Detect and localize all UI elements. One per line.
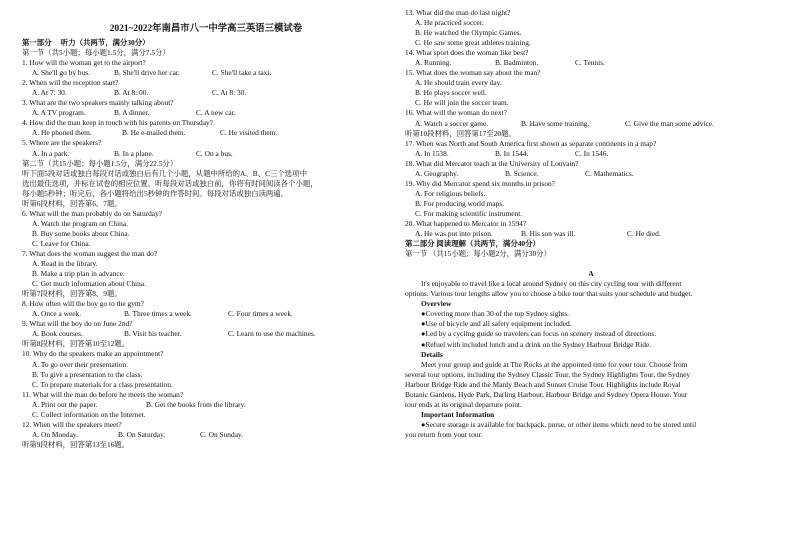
question-17-options	[405, 149, 777, 159]
option-a: A. He practiced soccer.	[415, 18, 484, 28]
question-9: 9. What will the boy do on June 2nd?	[22, 319, 133, 329]
option-b: B. Three times a week.	[124, 309, 192, 319]
option-c: C. He will join the soccer team.	[415, 98, 509, 108]
option-b: B. At 8: 00.	[114, 88, 149, 98]
question-20: 20. What happened to Mercator in 1594?	[405, 218, 527, 228]
part1-heading: 第一部分 听力（共两节，满分30分）	[22, 38, 150, 47]
option-a: A. Watch a soccer game.	[415, 118, 489, 128]
option-c: C. She'll take a taxi.	[212, 68, 272, 78]
question-4-options	[22, 128, 390, 138]
option-b: B. He plays soccer well.	[415, 88, 487, 98]
material-6-heading: 听第6段材料，回答第6、7题。	[22, 198, 122, 208]
question-19: 19. Why did Mercator spend six months in prison?	[405, 178, 555, 188]
option-b: B. A dinner.	[114, 108, 150, 118]
section21-heading: 第一节 （共15小题；每小题2分，满分30分）	[405, 249, 551, 259]
question-17: 17. When was North and South America first shown as separate continents in a map?	[405, 138, 657, 148]
option-a: A. In 1538.	[415, 148, 449, 158]
overview-bullet: ●Refuel with included lunch and a drink on the Sydney Harbour Bridge Ride.	[421, 339, 652, 349]
option-b: B. Badminton.	[495, 58, 539, 68]
option-a: A. Book courses.	[32, 329, 83, 339]
section1-heading: 第一节（共5小题；每小题1.5分，满分7.5分）	[22, 48, 170, 58]
question-2: 2. When will the reception start?	[22, 78, 119, 88]
question-11: 11. What will the man do before he meets the woman?	[22, 389, 184, 399]
exam-title: 2021~2022年南昌市八一中学高三英语三模试卷	[109, 24, 303, 34]
option-a: A. He was put into prison.	[415, 229, 493, 239]
section2-heading: 第二节（共15小题；每小题1.5分，满分22.5分）	[22, 158, 178, 168]
option-c: C. He visited them.	[220, 128, 278, 138]
option-a: A. Print out the paper.	[32, 399, 98, 409]
details-line-5: tour ends at its original departure point.	[405, 399, 522, 409]
question-12-options	[22, 430, 390, 440]
details-line-4: Botanic Gardens, Hyde Park, Darling Harbour, Harbour Bridge and Sydney Opera House. Your	[405, 389, 688, 399]
question-13: 13. What did the man do last night?	[405, 8, 511, 17]
question-1-options	[22, 68, 390, 78]
question-6: 6. What will the man probably do on Saturday?	[22, 208, 163, 218]
option-b: B. His son was ill.	[521, 229, 576, 239]
option-c: C. In 1546.	[575, 148, 609, 158]
option-b: B. He e-mailed them.	[122, 128, 186, 138]
option-b: B. Visit his teacher.	[124, 329, 182, 339]
option-c: C. Give the man some advice.	[625, 118, 714, 128]
option-c: C. To prepare materials for a class presentation.	[32, 379, 173, 389]
important-info-heading: Important Information	[421, 409, 495, 419]
passage-a-heading: A	[588, 269, 594, 279]
question-10: 10. Why do the speakers make an appointment?	[22, 349, 164, 359]
option-a: A. He phoned them.	[32, 128, 92, 138]
question-8-options	[22, 309, 390, 319]
option-b: B. On Saturday.	[118, 429, 166, 439]
option-c: C. Learn to use the machines.	[228, 329, 316, 339]
option-c: C. On a bus.	[196, 148, 233, 158]
option-a: A. On Monday.	[32, 429, 78, 439]
details-heading: Details	[421, 349, 443, 359]
option-a: A. Geography.	[415, 168, 459, 178]
question-20-options	[405, 229, 777, 239]
question-3-options	[22, 108, 390, 118]
instructions-line-1: 听下面5段对话或独白每段对话或独白后有几个小题，从题中所给的A、B、C三个选项中	[22, 168, 307, 178]
overview-bullet: ●Covering more than 30 of the top Sydney sights.	[421, 309, 569, 319]
material-8-heading: 听第8段材料，回答第10至12题。	[22, 339, 130, 349]
question-16-options	[405, 119, 777, 129]
overview-heading: Overview	[421, 299, 452, 309]
option-b: B. Science.	[505, 168, 539, 178]
option-b: B. Make a trip plan in advance.	[32, 269, 125, 279]
details-line-3: Harbour Bridge Ride and the Manly Beach and Sunset Cruise Tour. Highlights include Royal	[405, 379, 681, 389]
overview-bullet: ●Led by a cycling guide so travelers can focus on scenery instead of directions.	[421, 329, 657, 339]
question-9-options	[22, 329, 390, 339]
passage-a-intro-line-2: options. Various tour lengths allow you to choose a bike tour that suits your schedule and budget.	[405, 289, 693, 299]
question-18-options	[405, 169, 777, 179]
details-line-2: several tour options, including the Sydney Classic Tour, the Sydney Highlights Tour, the Sydney	[405, 369, 691, 379]
option-b: B. Get the books from the library.	[146, 399, 246, 409]
question-5: 5. Where are the speakers?	[22, 138, 102, 148]
option-a: A. She'll go by bus.	[32, 68, 90, 78]
option-a: A. At 7: 30.	[32, 88, 67, 98]
option-b: B. For producing world maps.	[415, 198, 505, 208]
question-2-options	[22, 88, 390, 98]
question-14-options	[405, 58, 777, 68]
option-a: A. Watch the program on China.	[32, 218, 128, 228]
material-7-heading: 听第7段材料，回答第8、9题。	[22, 289, 122, 299]
option-c: C. For making scientific instrument.	[415, 208, 523, 218]
option-a: A. To go over their presentation.	[32, 359, 129, 369]
option-c: C. Four times a week.	[228, 309, 293, 319]
option-a: A. He should train every day.	[415, 78, 502, 88]
material-10-heading: 听第10段材料，回答第17至20题。	[405, 128, 516, 138]
option-c: C. Mathematics.	[585, 168, 634, 178]
question-16: 16. What will the woman do next?	[405, 108, 507, 118]
question-8: 8. How often will the boy go to the gym?	[22, 299, 144, 309]
material-9-heading: 听第9段材料，回答第13至16题。	[22, 439, 130, 449]
option-a: A. Once a week.	[32, 309, 82, 319]
option-c: C. Get much information about China.	[32, 279, 146, 289]
option-a: A. Read in the library.	[32, 259, 98, 269]
option-b: B. In a plane.	[114, 148, 154, 158]
question-4: 4. How did the man keep in touch with his parents on Thursday?	[22, 118, 213, 128]
option-c: C. Leave for China.	[32, 238, 91, 248]
question-5-options	[22, 149, 390, 159]
question-18: 18. What did Mercator teach at the University of Louvain?	[405, 158, 579, 168]
option-b: B. In 1544.	[495, 148, 529, 158]
option-c: C. A new car.	[196, 108, 236, 118]
option-a: A. Running.	[415, 58, 452, 68]
question-11-options	[22, 400, 390, 410]
important-info-line-2: you return from your tour.	[405, 429, 483, 439]
option-c: C. On Sunday.	[200, 429, 244, 439]
option-c: C. Collect information on the Internet.	[32, 409, 146, 419]
question-12: 12. When will the speakers meet?	[22, 419, 122, 429]
important-info-line-1: ●Secure storage is available for backpack, purse, or other items which need to be stored until	[421, 419, 697, 429]
option-b: B. Have some training.	[521, 118, 590, 128]
option-a: A. In a park.	[32, 148, 70, 158]
option-c: C. Tennis.	[575, 58, 605, 68]
option-b: B. She'll drive her car.	[114, 68, 180, 78]
option-b: B. To give a presentation to the class.	[32, 369, 143, 379]
option-c: C. He died.	[627, 229, 661, 239]
question-14: 14. What sport does the woman like best?	[405, 48, 529, 58]
overview-bullet: ●Use of bicycle and all safety equipment included.	[421, 319, 572, 329]
question-1: 1. How will the woman get to the airport?	[22, 58, 146, 68]
option-c: C. At 8: 30.	[212, 88, 247, 98]
details-line-1: Meet your group and guide at The Rocks at the appointed time for your tour. Choose from	[421, 359, 688, 369]
option-b: B. Buy some books about China.	[32, 228, 130, 238]
option-a: A. For religious beliefs.	[415, 188, 486, 198]
left-column	[22, 8, 390, 450]
option-c: C. He saw some great athletes training.	[415, 38, 531, 48]
passage-a-intro-line-1: It's enjoyable to travel like a local around Sydney on this city cycling tour with different	[421, 279, 682, 289]
question-7: 7. What does the woman suggest the man do?	[22, 248, 158, 258]
instructions-line-2: 选出最佳选项，并标在试卷的相应位置。听每段对话或独白前，你将有时间阅读各个小题，	[22, 178, 318, 188]
question-15: 15. What does the woman say about the man?	[405, 68, 541, 78]
option-a: A. A TV program.	[32, 108, 86, 118]
right-column	[405, 8, 777, 440]
option-b: B. He watched the Olympic Games.	[415, 28, 522, 38]
question-3: 3. What are the two speakers mainly talking about?	[22, 98, 174, 108]
instructions-line-3: 每小题5秒钟；听完后，各小题将给出5秒钟的作答时间。每段对话或独白读两遍。	[22, 188, 289, 198]
part2-heading: 第二部分 阅读理解（共两节，满分40分）	[405, 239, 540, 249]
